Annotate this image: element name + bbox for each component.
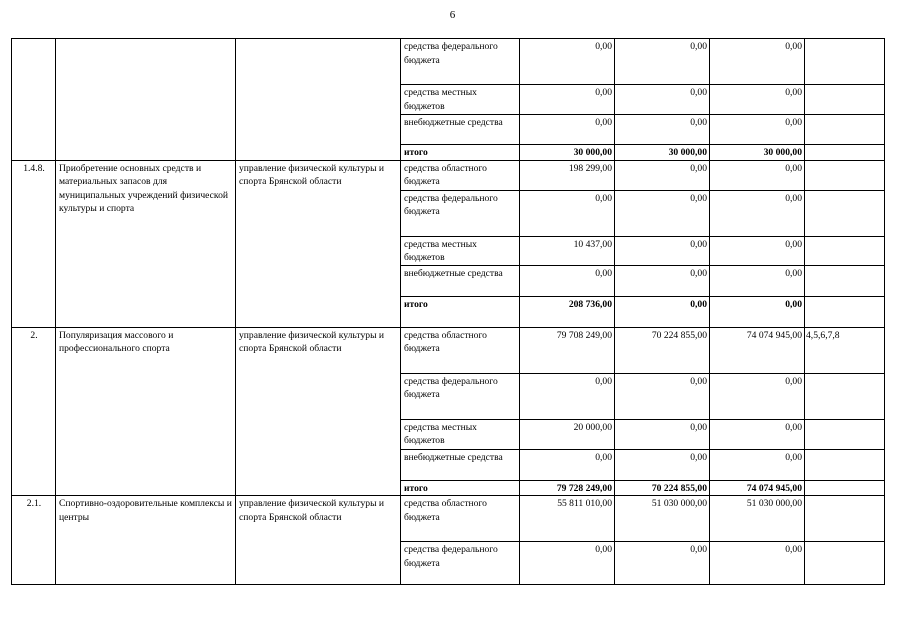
amount-year1-cell: 0,00 xyxy=(520,265,615,296)
funding-source-cell: итого xyxy=(401,296,520,327)
activity-name-cell: Популяризация массового и профессионального спорта xyxy=(56,327,236,496)
indicator-ref-cell xyxy=(805,542,885,585)
funding-source-cell: внебюджетные средства xyxy=(401,265,520,296)
row-number-cell: 1.4.8. xyxy=(12,160,56,327)
page-number: 6 xyxy=(449,9,456,21)
budget-table xyxy=(11,38,885,585)
activity-name-cell xyxy=(56,39,236,161)
amount-year1-cell: 79 728 249,00 xyxy=(520,480,615,496)
amount-year3-cell: 74 074 945,00 xyxy=(710,327,805,373)
indicator-ref-cell xyxy=(805,160,885,190)
funding-source-cell: итого xyxy=(401,145,520,161)
amount-year2-cell: 0,00 xyxy=(615,419,710,449)
amount-year2-cell: 0,00 xyxy=(615,39,710,85)
row-number-cell xyxy=(12,39,56,161)
amount-year2-cell: 0,00 xyxy=(615,236,710,265)
row-number-cell: 2.1. xyxy=(12,496,56,585)
amount-year1-cell: 208 736,00 xyxy=(520,296,615,327)
amount-year1-cell: 0,00 xyxy=(520,373,615,419)
funding-source-cell: средства федерального бюджета xyxy=(401,373,520,419)
funding-source-cell: средства федерального бюджета xyxy=(401,39,520,85)
indicator-ref-cell xyxy=(805,449,885,480)
amount-year2-cell: 0,00 xyxy=(615,373,710,419)
funding-source-cell: итого xyxy=(401,480,520,496)
amount-year3-cell: 0,00 xyxy=(710,190,805,236)
funding-source-cell: средства местных бюджетов xyxy=(401,419,520,449)
table-row xyxy=(12,327,885,373)
amount-year1-cell: 0,00 xyxy=(520,190,615,236)
table-row xyxy=(12,496,885,542)
amount-year3-cell: 0,00 xyxy=(710,542,805,585)
amount-year2-cell: 0,00 xyxy=(615,449,710,480)
amount-year3-cell: 0,00 xyxy=(710,85,805,115)
amount-year3-cell: 0,00 xyxy=(710,296,805,327)
amount-year2-cell: 0,00 xyxy=(615,265,710,296)
amount-year3-cell: 0,00 xyxy=(710,160,805,190)
amount-year3-cell: 0,00 xyxy=(710,115,805,145)
executor-cell xyxy=(236,39,401,161)
amount-year2-cell: 0,00 xyxy=(615,160,710,190)
activity-name-cell: Спортивно-оздоровительные комплексы и центры xyxy=(56,496,236,585)
funding-source-cell: средства областного бюджета xyxy=(401,160,520,190)
amount-year1-cell: 0,00 xyxy=(520,39,615,85)
amount-year2-cell: 0,00 xyxy=(615,190,710,236)
amount-year1-cell: 0,00 xyxy=(520,85,615,115)
row-number-cell: 2. xyxy=(12,327,56,496)
amount-year1-cell: 30 000,00 xyxy=(520,145,615,161)
table-row xyxy=(12,39,885,85)
amount-year2-cell: 0,00 xyxy=(615,542,710,585)
executor-cell: управление физической культуры и спорта Брянской области xyxy=(236,496,401,585)
amount-year2-cell: 0,00 xyxy=(615,115,710,145)
indicator-ref-cell xyxy=(805,115,885,145)
amount-year2-cell: 0,00 xyxy=(615,85,710,115)
funding-source-cell: внебюджетные средства xyxy=(401,115,520,145)
indicator-ref-cell xyxy=(805,296,885,327)
amount-year2-cell: 0,00 xyxy=(615,296,710,327)
amount-year3-cell: 0,00 xyxy=(710,265,805,296)
amount-year2-cell: 70 224 855,00 xyxy=(615,327,710,373)
funding-source-cell: средства федерального бюджета xyxy=(401,190,520,236)
indicator-ref-cell xyxy=(805,85,885,115)
amount-year3-cell: 0,00 xyxy=(710,39,805,85)
amount-year2-cell: 70 224 855,00 xyxy=(615,480,710,496)
budget-table-body xyxy=(12,39,885,585)
amount-year1-cell: 198 299,00 xyxy=(520,160,615,190)
amount-year3-cell: 0,00 xyxy=(710,373,805,419)
amount-year3-cell: 51 030 000,00 xyxy=(710,496,805,542)
amount-year3-cell: 0,00 xyxy=(710,419,805,449)
funding-source-cell: средства областного бюджета xyxy=(401,496,520,542)
amount-year1-cell: 20 000,00 xyxy=(520,419,615,449)
funding-source-cell: средства областного бюджета xyxy=(401,327,520,373)
indicator-ref-cell xyxy=(805,236,885,265)
indicator-ref-cell xyxy=(805,419,885,449)
indicator-ref-cell xyxy=(805,265,885,296)
indicator-ref-cell xyxy=(805,145,885,161)
amount-year1-cell: 0,00 xyxy=(520,449,615,480)
amount-year1-cell: 0,00 xyxy=(520,542,615,585)
amount-year1-cell: 10 437,00 xyxy=(520,236,615,265)
amount-year2-cell: 30 000,00 xyxy=(615,145,710,161)
amount-year3-cell: 74 074 945,00 xyxy=(710,480,805,496)
indicator-ref-cell xyxy=(805,480,885,496)
amount-year1-cell: 0,00 xyxy=(520,115,615,145)
indicator-ref-cell xyxy=(805,496,885,542)
amount-year2-cell: 51 030 000,00 xyxy=(615,496,710,542)
amount-year3-cell: 30 000,00 xyxy=(710,145,805,161)
executor-cell: управление физической культуры и спорта Брянской области xyxy=(236,327,401,496)
funding-source-cell: средства федерального бюджета xyxy=(401,542,520,585)
activity-name-cell: Приобретение основных средств и материальных запасов для муниципальных учреждений физической культуры и спорта xyxy=(56,160,236,327)
indicator-ref-cell: 4,5,6,7,8 xyxy=(805,327,885,373)
amount-year3-cell: 0,00 xyxy=(710,449,805,480)
indicator-ref-cell xyxy=(805,39,885,85)
funding-source-cell: средства местных бюджетов xyxy=(401,236,520,265)
executor-cell: управление физической культуры и спорта Брянской области xyxy=(236,160,401,327)
amount-year1-cell: 79 708 249,00 xyxy=(520,327,615,373)
amount-year1-cell: 55 811 010,00 xyxy=(520,496,615,542)
indicator-ref-cell xyxy=(805,373,885,419)
funding-source-cell: внебюджетные средства xyxy=(401,449,520,480)
funding-source-cell: средства местных бюджетов xyxy=(401,85,520,115)
indicator-ref-cell xyxy=(805,190,885,236)
table-row xyxy=(12,160,885,190)
amount-year3-cell: 0,00 xyxy=(710,236,805,265)
